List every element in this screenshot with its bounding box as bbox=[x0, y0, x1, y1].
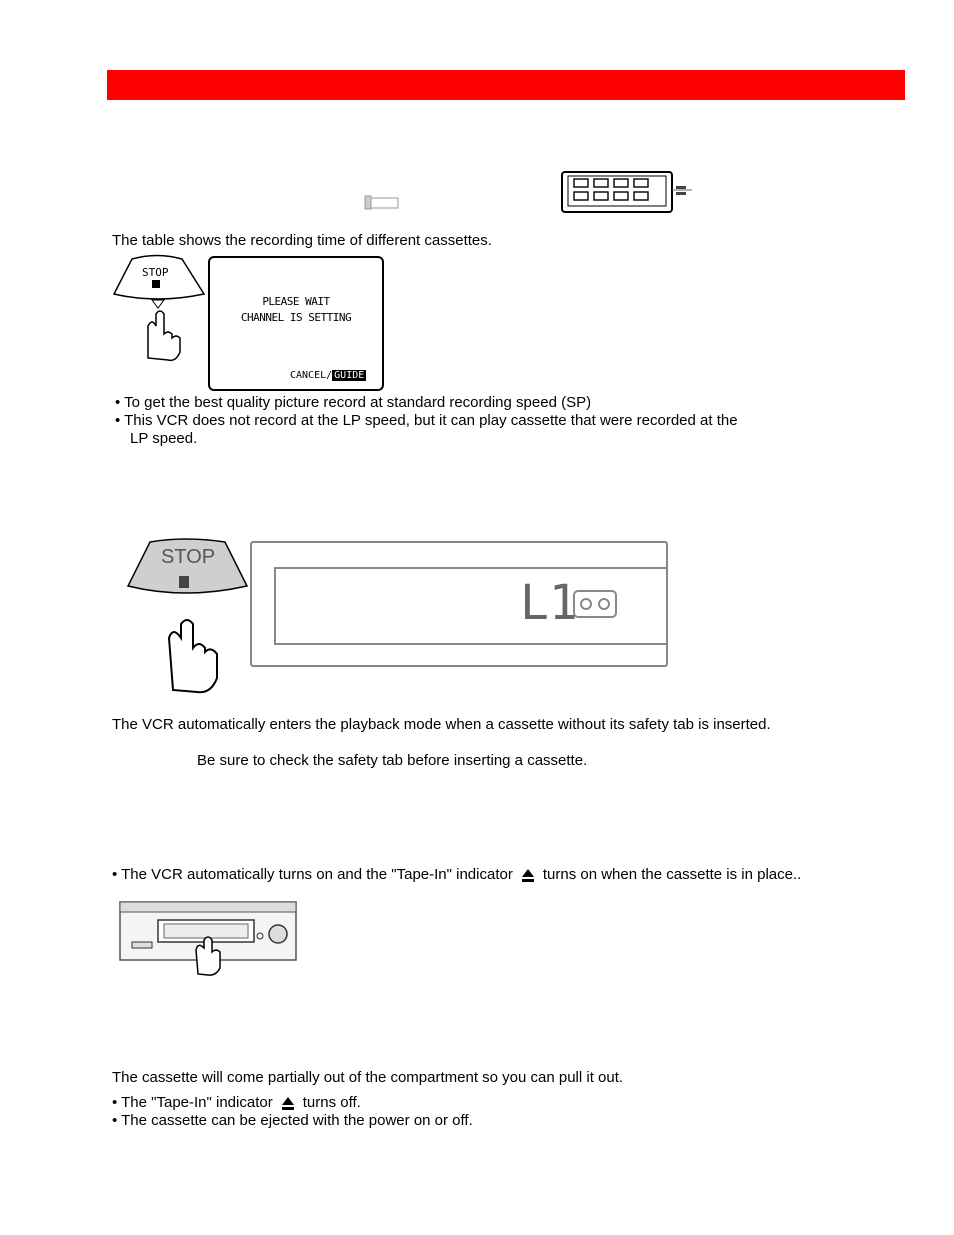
insert-note bbox=[112, 866, 801, 884]
stop-button-illustration bbox=[112, 254, 207, 364]
eject-note: The cassette will come partially out of the compartment so you can pull it out. bbox=[112, 1069, 624, 1086]
section-header-bar bbox=[107, 70, 905, 100]
dialog-line-1: PLEASE WAIT bbox=[262, 295, 330, 308]
cassette-label-illustration bbox=[560, 170, 694, 214]
tape-in-icon bbox=[281, 1096, 295, 1110]
insert-note-end: turns on when the cassette is in place.. bbox=[542, 866, 802, 883]
eject-bullet-1-start: • The "Tape-In" indicator bbox=[112, 1094, 273, 1111]
eject-bullet-1-end: turns off. bbox=[302, 1094, 361, 1111]
vcr-insert-illustration bbox=[118, 898, 300, 976]
stop-label: STOP bbox=[142, 266, 169, 279]
safety-caution: Be sure to check the safety tab before inserting a cassette. bbox=[197, 752, 588, 769]
eject-bullet-1 bbox=[112, 1094, 361, 1112]
cassette-tab-illustration bbox=[364, 195, 400, 211]
eject-bullet-2: • The cassette can be ejected with the power on or off. bbox=[112, 1112, 473, 1129]
tape-in-icon bbox=[521, 868, 535, 882]
front-stop-label: STOP bbox=[161, 546, 216, 568]
speed-bullet-2: • This VCR does not record at the LP speed, but it can play cassette that were recorded at the bbox=[115, 412, 738, 429]
on-screen-dialog: PLEASE WAIT CHANNEL IS SETTING CANCEL/ GUIDE bbox=[208, 256, 384, 391]
table-note: The table shows the recording time of different cassettes. bbox=[112, 232, 492, 249]
cancel-label: CANCEL bbox=[290, 370, 327, 381]
guide-label: GUIDE bbox=[334, 370, 365, 381]
insert-note-start: • The VCR automatically turns on and the "Tape-In" indicator bbox=[112, 866, 513, 883]
display-readout: L1 bbox=[520, 575, 578, 631]
speed-bullet-1: • To get the best quality picture record at standard recording speed (SP) bbox=[115, 394, 592, 411]
vcr-front-display bbox=[250, 541, 668, 667]
cassette-icon bbox=[572, 587, 620, 623]
speed-bullet-2-cont: LP speed. bbox=[130, 430, 198, 447]
front-stop-illustration bbox=[125, 538, 250, 698]
display-window bbox=[274, 567, 668, 645]
playback-note: The VCR automatically enters the playback mode when a cassette without its safety tab is inserted. bbox=[112, 716, 771, 733]
dialog-line-2: CHANNEL IS SETTING bbox=[240, 311, 352, 324]
